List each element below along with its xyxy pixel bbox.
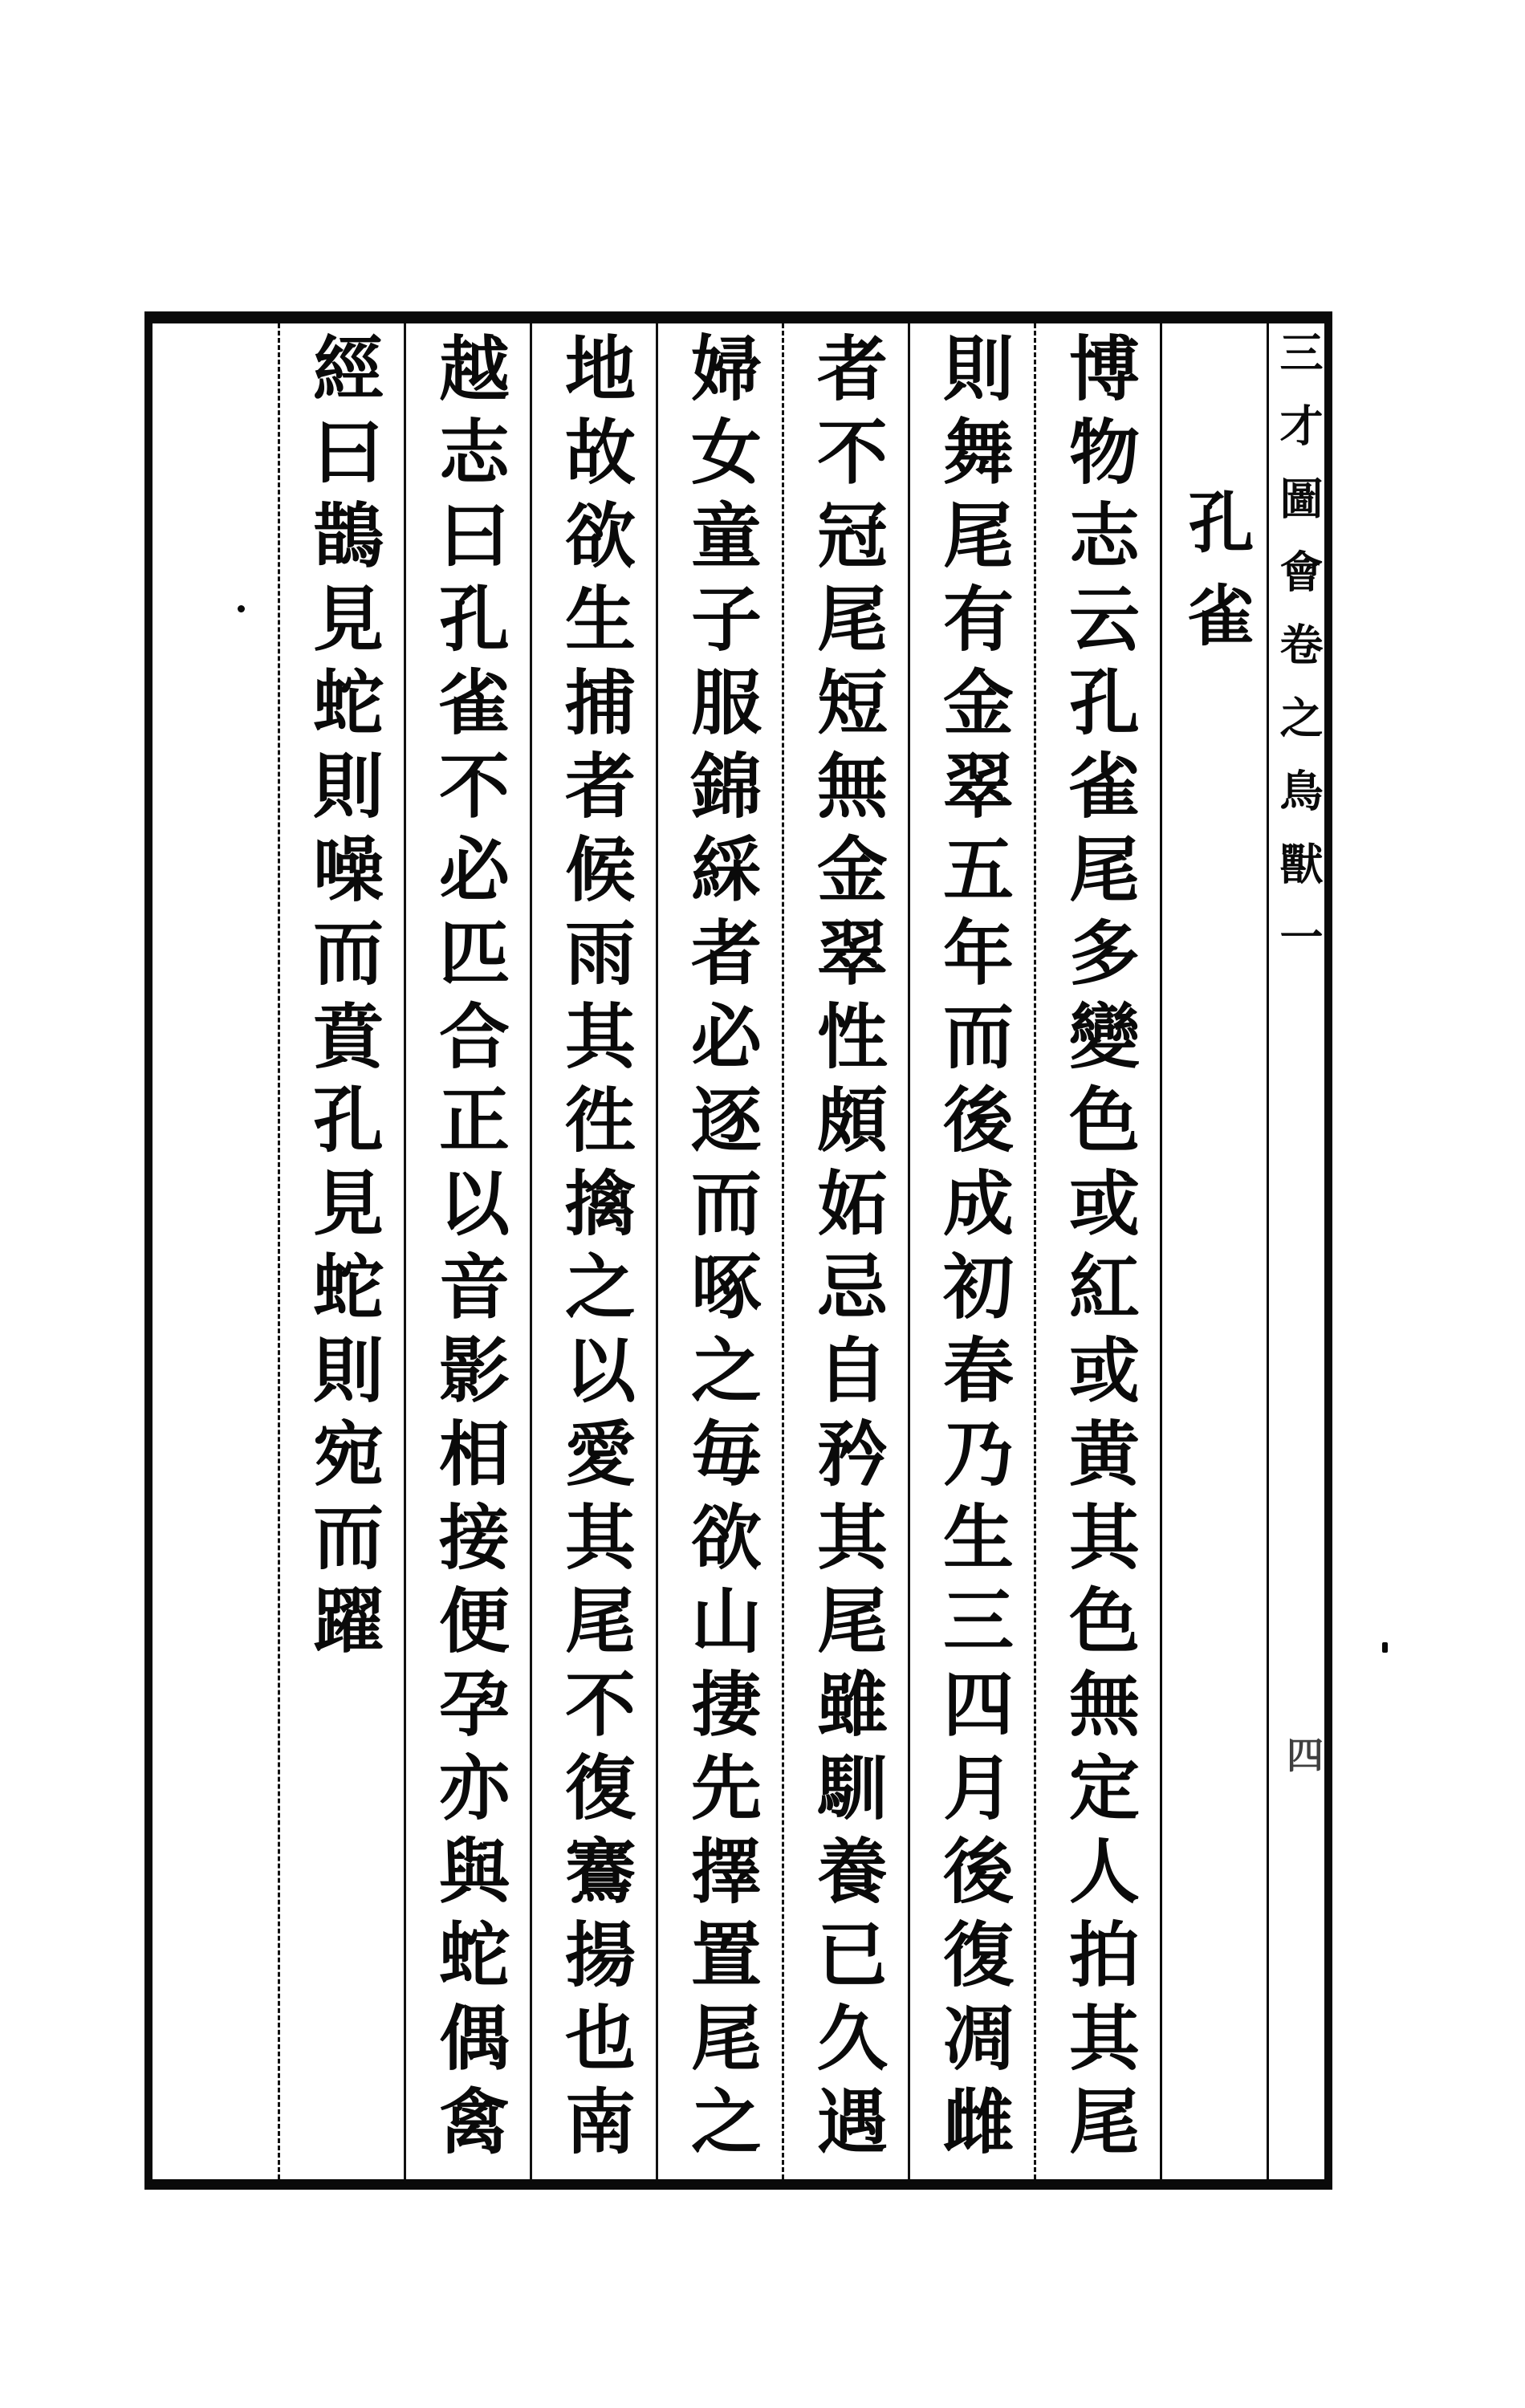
text-column-1: 博物志云孔雀尾多變色或紅或黄其色無定人拍其尾 bbox=[1034, 323, 1160, 2179]
book-title: 三才圖會卷之鳥獸一 bbox=[1273, 330, 1324, 987]
text-column-3: 者不冠尾短無金翠性頗妬忌自矜其尾雖馴養已久遇 bbox=[782, 323, 908, 2179]
ink-speck bbox=[1382, 1642, 1388, 1653]
section-heading: 孔雀 bbox=[1177, 488, 1255, 674]
text-column-5: 地故欲生捕者候雨其徃擒之以愛其尾不復鶱揚也南 bbox=[530, 323, 656, 2179]
page-frame bbox=[144, 311, 1332, 2190]
left-margin-column bbox=[152, 323, 278, 2179]
section-heading-column bbox=[1160, 323, 1267, 2179]
text-column-4: 婦女童子服錦綵者必逐而啄之毎欲山捿先擇置尾之 bbox=[656, 323, 782, 2179]
folio-number: 四 bbox=[1287, 1734, 1324, 1777]
text-column-6: 越志曰孔雀不必匹合正以音影相接便孕亦與蛇偶禽 bbox=[404, 323, 530, 2179]
text-column-7: 經曰鵲見蛇則噪而賁孔見蛇則宛而躍 bbox=[278, 323, 404, 2179]
ink-speck bbox=[238, 605, 245, 612]
text-column-2: 則舞尾有金翠五年而後成初春乃生三四月後復凋雌 bbox=[908, 323, 1034, 2179]
text-block bbox=[152, 323, 1324, 2179]
